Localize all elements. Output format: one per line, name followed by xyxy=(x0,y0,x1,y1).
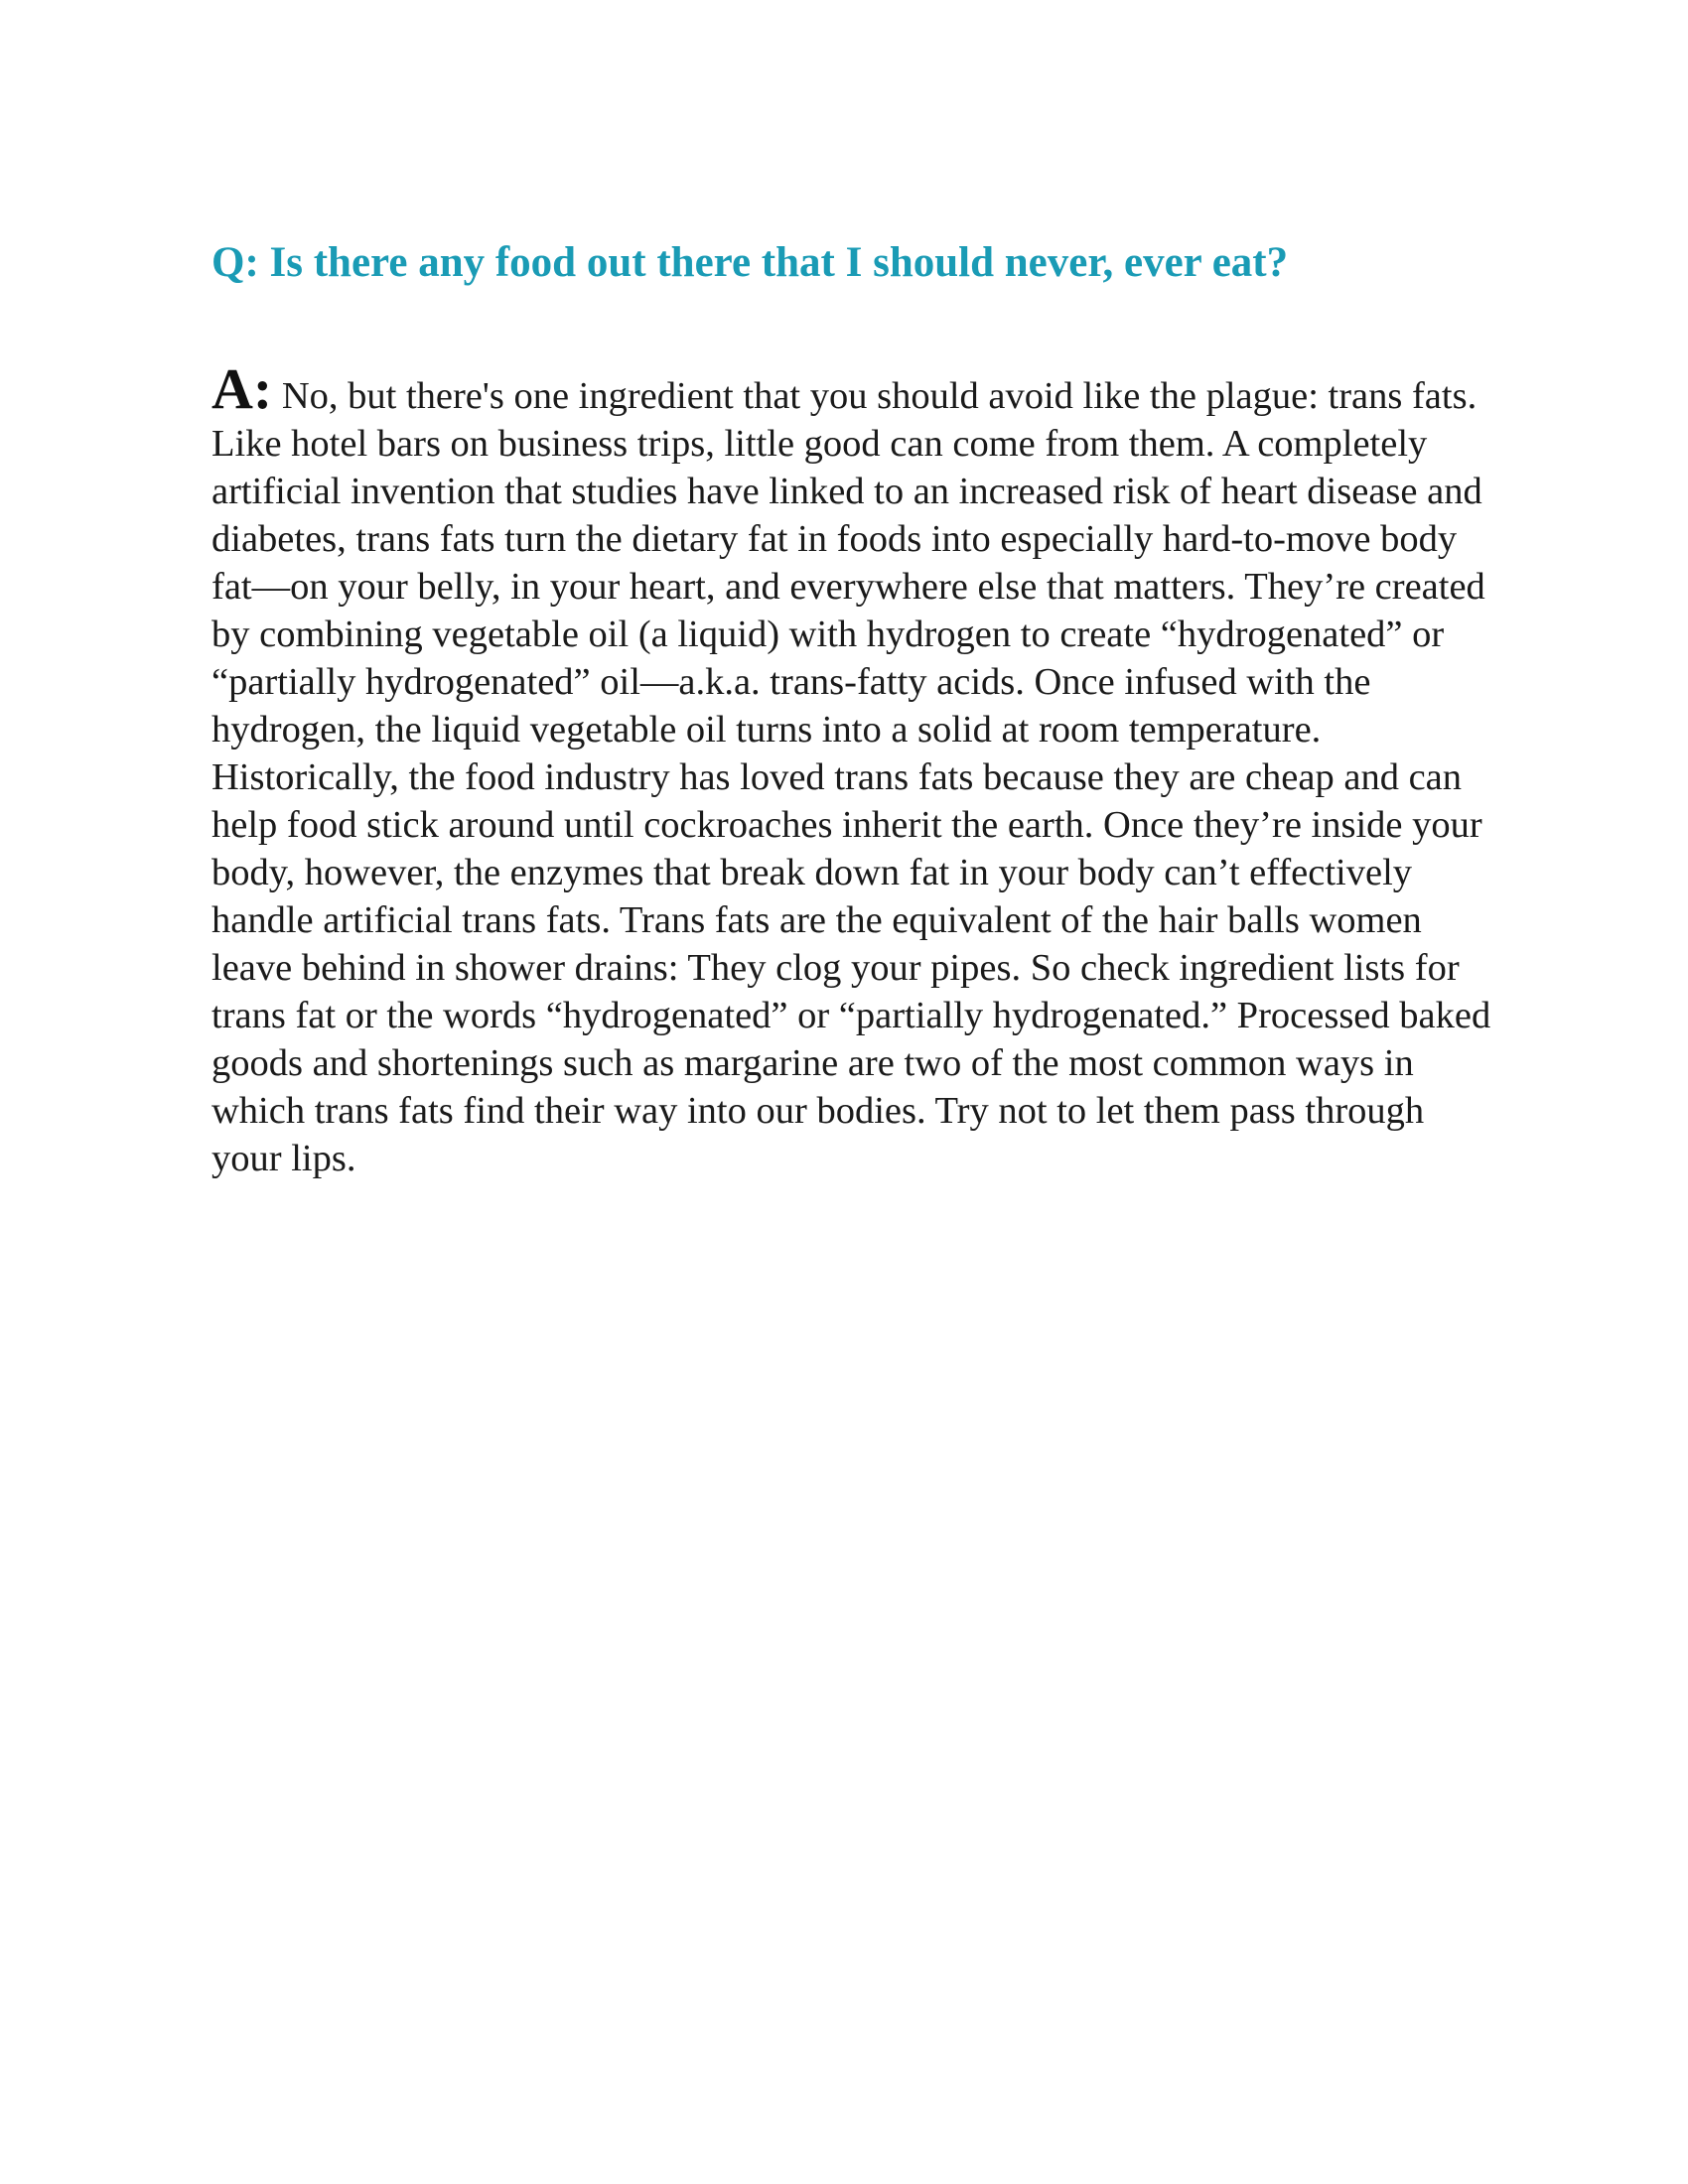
answer-text: No, but there's one ingredient that you should avoid like the plague: trans fats. Like hotel bars on business trips, little good can come from them. A completely artificial invention that studies have linked to an increased risk of heart disease and diabetes, trans fats turn the dietary fat in foods into especially hard-to-move body fat—on your belly, in your heart, and everywhere else that matters. They’re created by combining vegetable oil (a liquid) with hydrogen to create “hydrogenated” or “partially hydrogenated” oil—a.k.a. trans-fatty acids. Once infused with the hydrogen, the liquid vegetable oil turns into a solid at room temperature. Historically, the food industry has loved trans fats because they are cheap and can help food stick around until cockroaches inherit the earth. Once they’re inside your body, however, the enzymes that break down fat in your body can’t effectively handle artificial trans fats. Trans fats are the equivalent of the hair balls women leave behind in shower drains: They clog your pipes. So check ingredient lists for trans fat or the words “hydrogenated” or “partially hydrogenated.” Processed baked goods and shortenings such as margarine are two of the most common ways in which trans fats find their way into our bodies. Try not to let them pass through your lips. xyxy=(211,375,1491,1179)
answer-label: A: xyxy=(211,356,273,421)
answer-paragraph xyxy=(211,356,1492,1182)
question-heading: Q: Is there any food out there that I should never, ever eat? xyxy=(211,239,1289,286)
